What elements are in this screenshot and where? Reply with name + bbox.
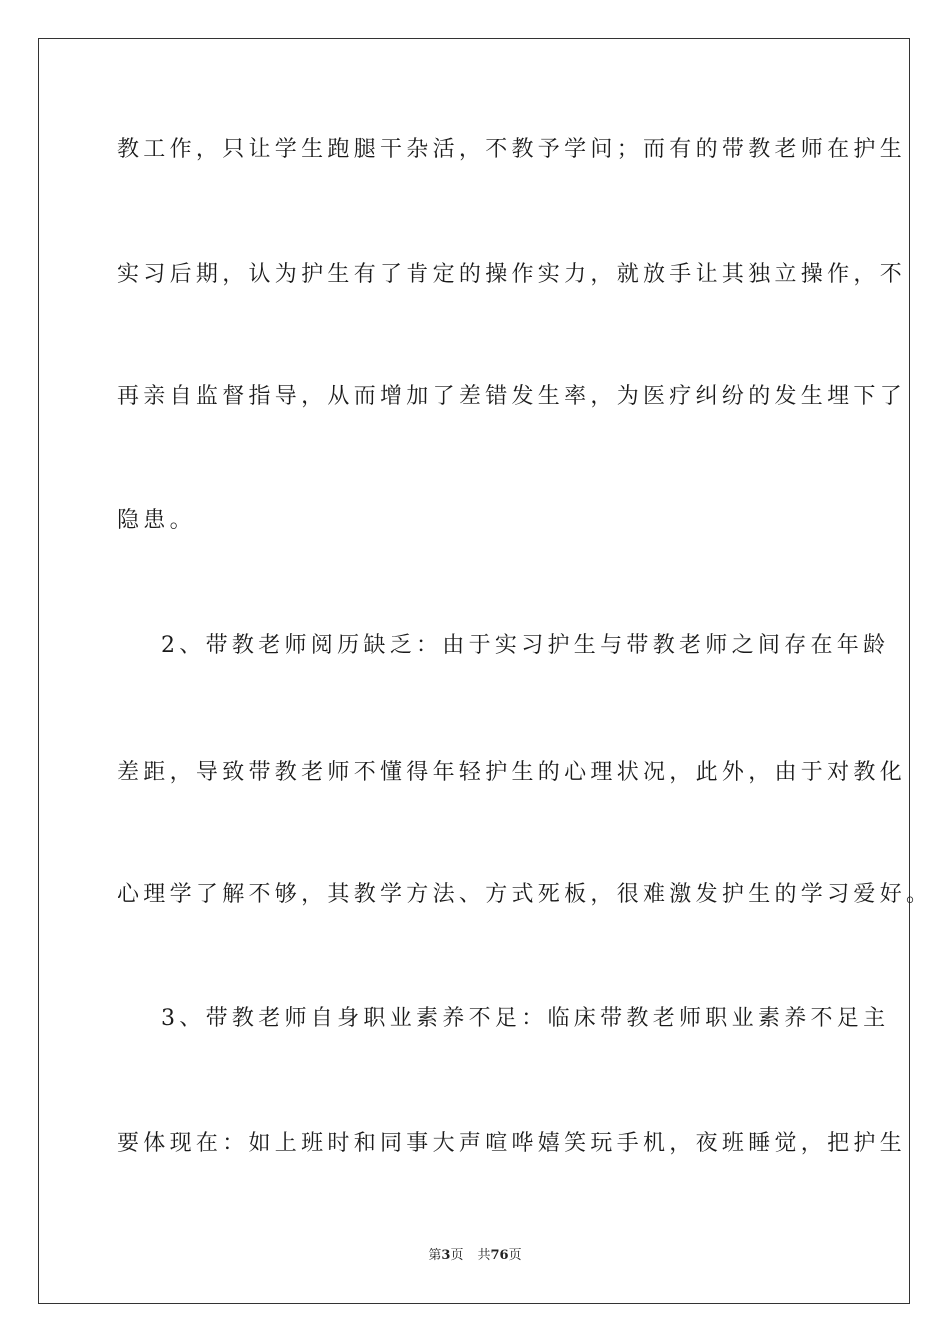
body-text-line: 隐患。 (117, 508, 196, 533)
page-prefix: 第 (428, 1248, 442, 1263)
body-text-line: 3、带教老师自身职业素养不足：临床带教老师职业素养不足主 (161, 1006, 890, 1031)
total-prefix: 共 (477, 1248, 491, 1263)
page-border (38, 38, 933, 1304)
body-text-line: 要体现在：如上班时和同事大声喧哗嬉笑玩手机，夜班睡觉，把护生 (117, 1131, 907, 1156)
total-suffix: 页 (508, 1248, 522, 1263)
body-text-line: 教工作，只让学生跑腿干杂活，不教予学问；而有的带教老师在护生 (117, 137, 907, 162)
body-text-line: 再亲自监督指导，从而增加了差错发生率，为医疗纠纷的发生埋下了 (117, 384, 907, 409)
total-pages: 76 (490, 1248, 509, 1263)
page-footer (0, 1247, 950, 1265)
body-text-line: 心理学了解不够，其教学方法、方式死板，很难激发护生的学习爱好。 (117, 882, 933, 907)
body-text-line: 2、带教老师阅历缺乏：由于实习护生与带教老师之间存在年龄 (161, 633, 890, 658)
body-text-line: 差距，导致带教老师不懂得年轻护生的心理状况，此外，由于对教化 (117, 760, 907, 785)
page-suffix: 页 (450, 1248, 464, 1263)
body-text-line: 实习后期，认为护生有了肯定的操作实力，就放手让其独立操作，不 (117, 262, 907, 287)
page-number: 3 (441, 1248, 451, 1263)
